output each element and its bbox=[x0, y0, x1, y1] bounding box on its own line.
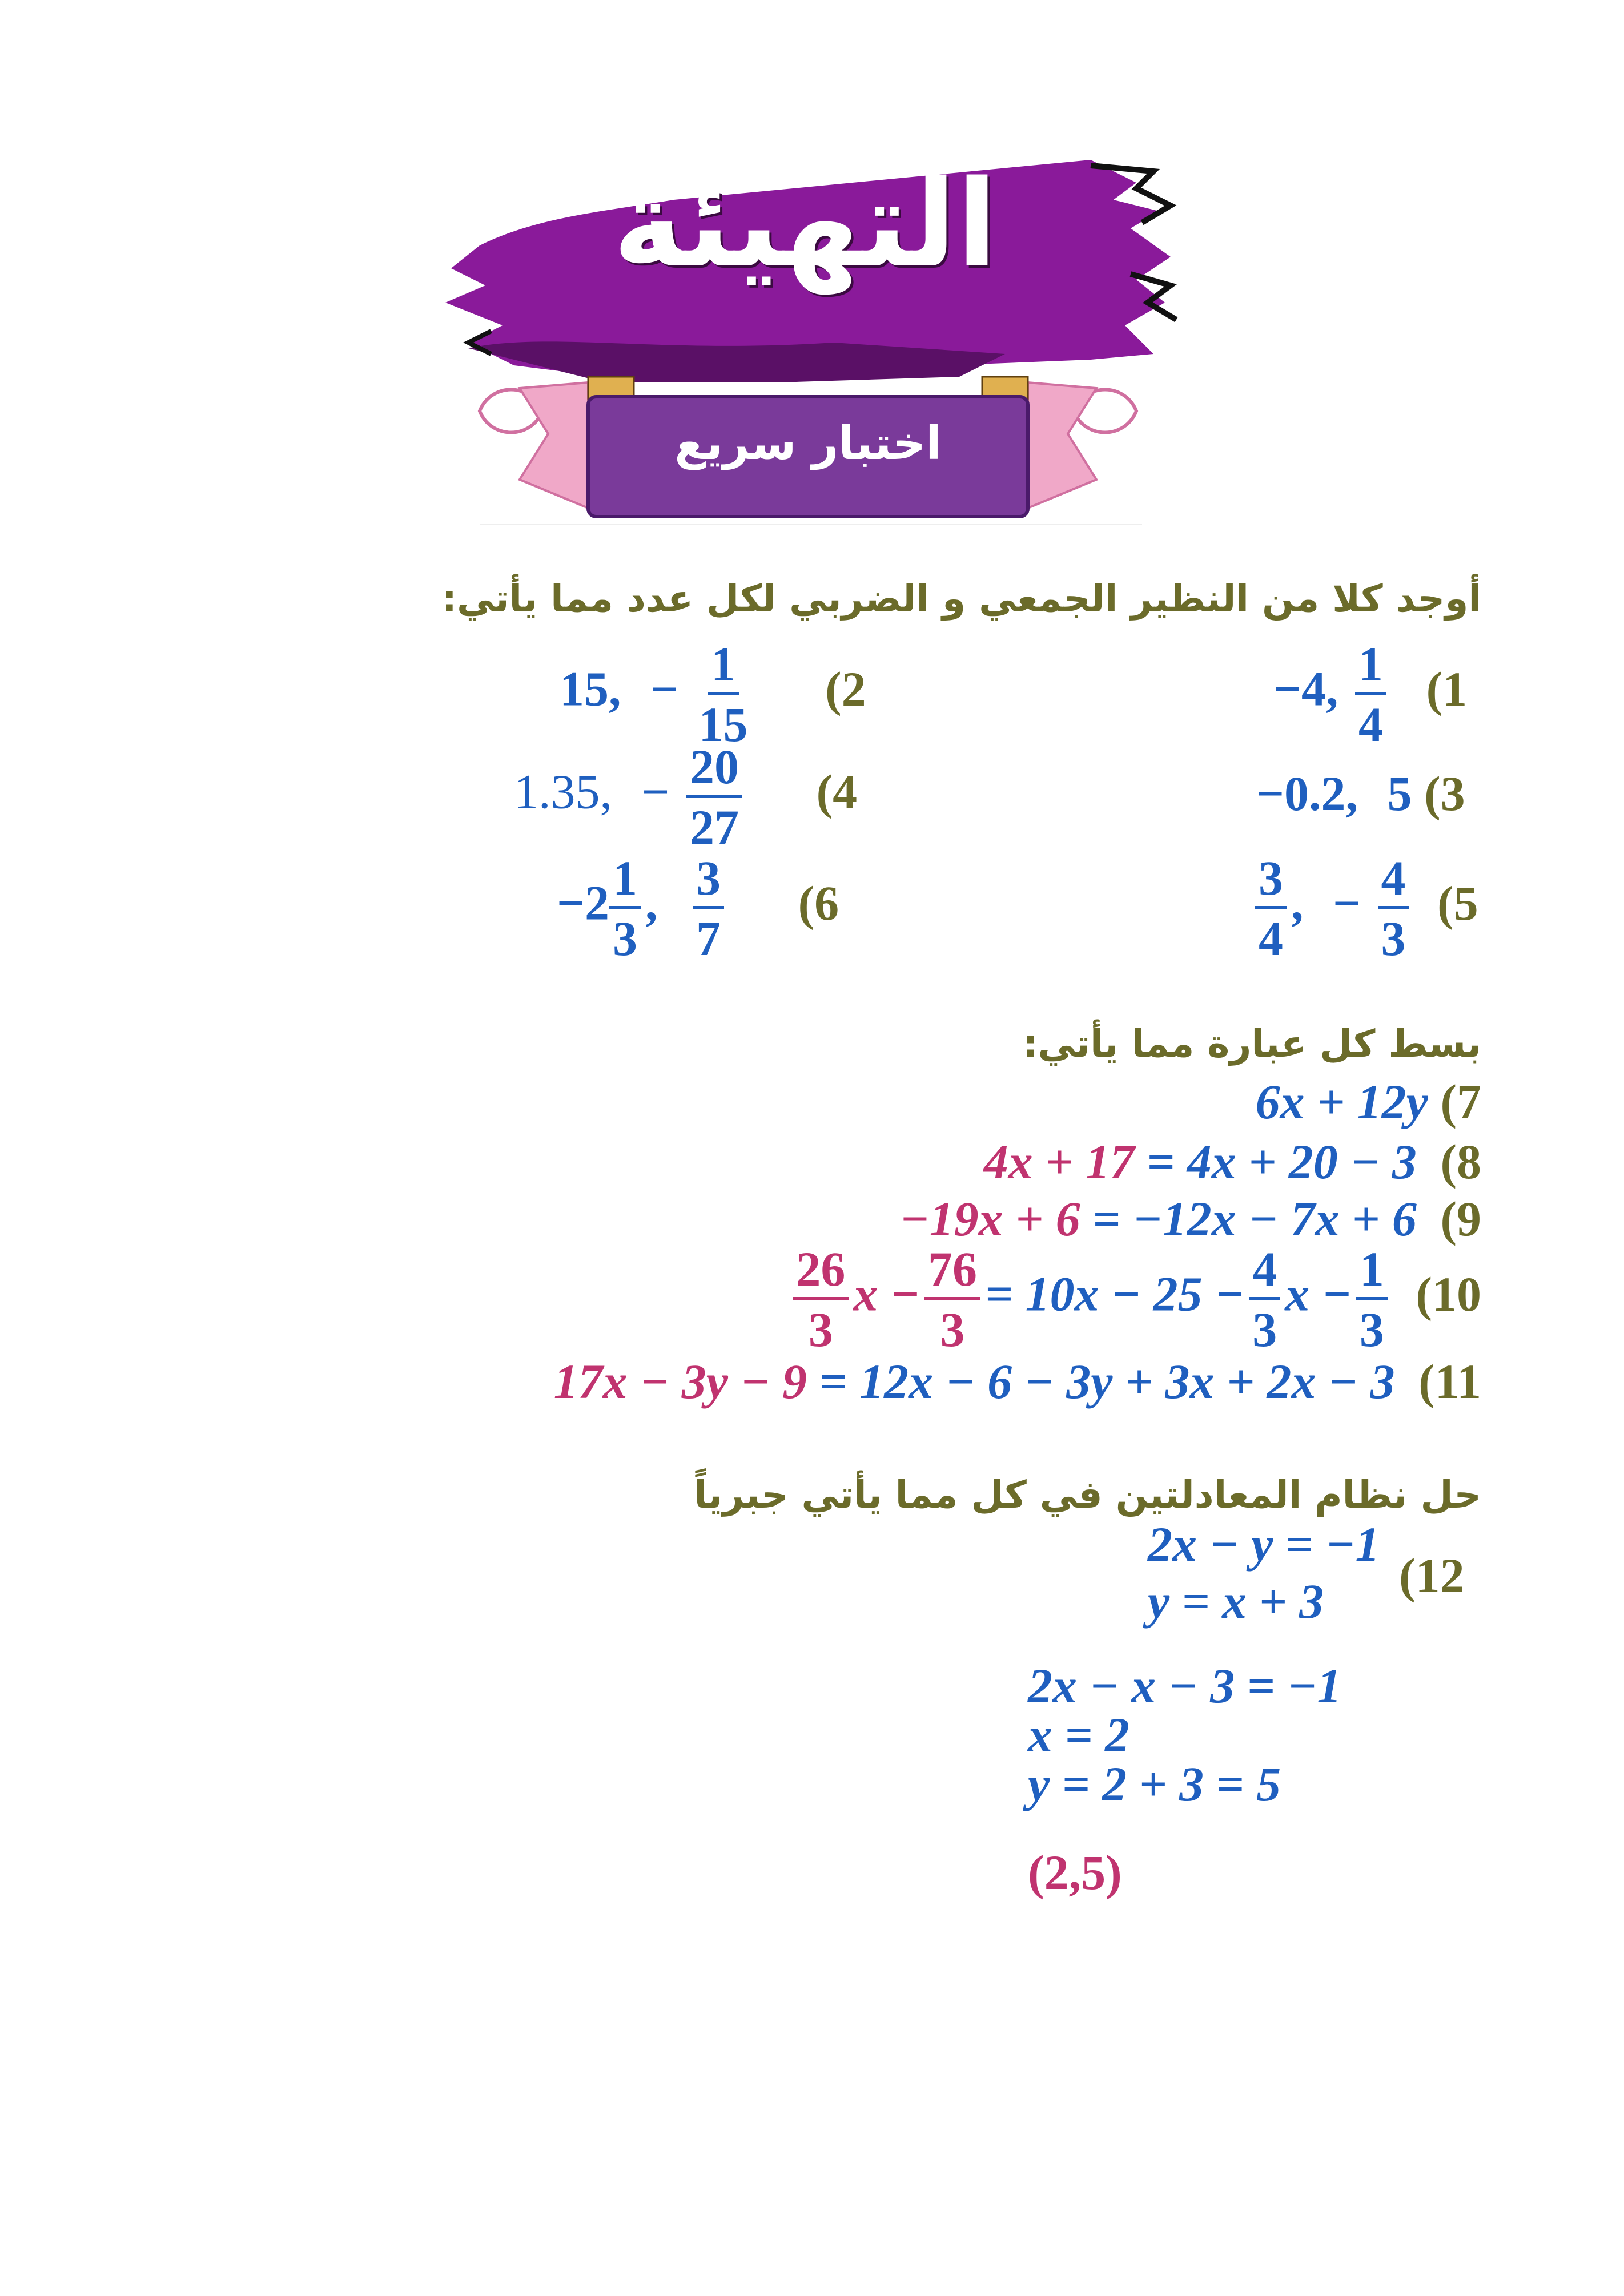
item-2-value: 15, bbox=[560, 661, 621, 716]
item-4-number: (4 bbox=[816, 764, 858, 819]
section1-instruction: أوجد كلا من النظير الجمعي و الضربي لكل عدد مما يأتي: bbox=[441, 577, 1481, 621]
item-2-sign: − bbox=[650, 661, 679, 716]
q8-work: = 4x + 20 − 3 bbox=[1147, 1134, 1417, 1189]
q10-fraction-4: $\frac{1}{3}$ bbox=[1356, 1244, 1388, 1354]
q12-system bbox=[1148, 1516, 1380, 1630]
q10-fraction-3: $\frac{4}{3}$ bbox=[1249, 1244, 1280, 1354]
item-4 bbox=[514, 739, 858, 855]
q12-eq1: 2x − y = −1 bbox=[1148, 1517, 1380, 1572]
item-6-whole: −2 bbox=[557, 875, 610, 931]
q7 bbox=[1256, 1073, 1481, 1130]
item-5: $\frac{3}{4}$ , − $\frac{4}{3}$ (5 bbox=[1251, 853, 1478, 963]
item-3 bbox=[1256, 765, 1465, 822]
q9-work: = −12x − 7x + 6 bbox=[1092, 1191, 1417, 1246]
q9-number: (9 bbox=[1440, 1191, 1481, 1246]
item-1-value: −4, bbox=[1273, 661, 1338, 716]
item-1 bbox=[1273, 637, 1468, 752]
q12-step1: 2x − x − 3 = −1 bbox=[1028, 1658, 1342, 1713]
q11-work: = 12x − 6 − 3y + 3x + 2x − 3 bbox=[819, 1354, 1395, 1409]
item-6: −2 $\frac{1}{3}$ , $\frac{3}{7}$ (6 bbox=[557, 851, 839, 966]
item-2-fraction: $\frac{1}{15}$ bbox=[698, 637, 748, 752]
q7-answer: 6x + 12y bbox=[1255, 1074, 1428, 1129]
q10-fraction-2: $\frac{76}{3}$ bbox=[924, 1244, 980, 1354]
header-subtitle: اختبار سريع bbox=[674, 417, 942, 470]
q11-answer: 17x − 3y − 9 bbox=[553, 1354, 807, 1409]
q7-number: (7 bbox=[1440, 1074, 1481, 1129]
header-graphic bbox=[434, 114, 1182, 525]
q11-number: (11 bbox=[1418, 1354, 1481, 1409]
item-5-fraction-a: $\frac{3}{4}$ bbox=[1255, 853, 1287, 963]
item-5-sign: − bbox=[1333, 875, 1361, 931]
q9-answer: −19x + 6 bbox=[899, 1191, 1080, 1246]
q12-step3: y = 2 + 3 = 5 bbox=[1028, 1757, 1281, 1811]
q12-steps bbox=[1028, 1658, 1342, 1811]
q11 bbox=[554, 1353, 1481, 1410]
q12-number: (12 bbox=[1399, 1548, 1465, 1603]
section2-instruction: بسط كل عبارة مما يأتي: bbox=[1023, 1022, 1481, 1066]
item-2 bbox=[560, 637, 866, 752]
item-2-number: (2 bbox=[825, 661, 866, 716]
q12-solution: (2,5) bbox=[1028, 1845, 1122, 1900]
item-4-value: 1.35, bbox=[514, 764, 612, 819]
item-3-number: (3 bbox=[1424, 766, 1465, 821]
header-title: التهيئة bbox=[613, 154, 998, 294]
q8-number: (8 bbox=[1440, 1134, 1481, 1189]
q10-fraction-1: $\frac{26}{3}$ bbox=[793, 1244, 849, 1354]
q9 bbox=[900, 1190, 1482, 1247]
item-6-fraction-a: $\frac{1}{3}$ bbox=[609, 853, 641, 963]
item-5-number: (5 bbox=[1437, 875, 1478, 931]
item-4-fraction: $\frac{20}{27}$ bbox=[686, 742, 742, 852]
q12-step2: x = 2 bbox=[1028, 1707, 1130, 1762]
item-3-value-b: 5 bbox=[1387, 766, 1412, 821]
q8-answer: 4x + 17 bbox=[983, 1134, 1135, 1189]
item-1-fraction: $\frac{1}{4}$ bbox=[1355, 639, 1386, 749]
item-3-value: −0.2, bbox=[1256, 766, 1358, 821]
item-1-number: (1 bbox=[1426, 661, 1468, 716]
q10-work: = 10x − 25 − bbox=[985, 1266, 1245, 1322]
section3-instruction: حل نظام المعادلتين في كل مما يأتي جبرياً bbox=[694, 1473, 1481, 1517]
q10-number: (10 bbox=[1416, 1266, 1481, 1322]
item-4-sign: − bbox=[641, 764, 670, 819]
item-6-number: (6 bbox=[798, 875, 839, 931]
q8 bbox=[984, 1133, 1481, 1190]
item-5-fraction-b: $\frac{4}{3}$ bbox=[1378, 853, 1409, 963]
q10: $\frac{26}{3}$ x − $\frac{76}{3}$ = 10x − 25 − $\frac{4}{3}$ x − $\frac{1}{3}$ (10 bbox=[788, 1244, 1481, 1354]
item-6-fraction-b: $\frac{3}{7}$ bbox=[693, 853, 724, 963]
q12-eq2: y = x + 3 bbox=[1148, 1574, 1324, 1629]
